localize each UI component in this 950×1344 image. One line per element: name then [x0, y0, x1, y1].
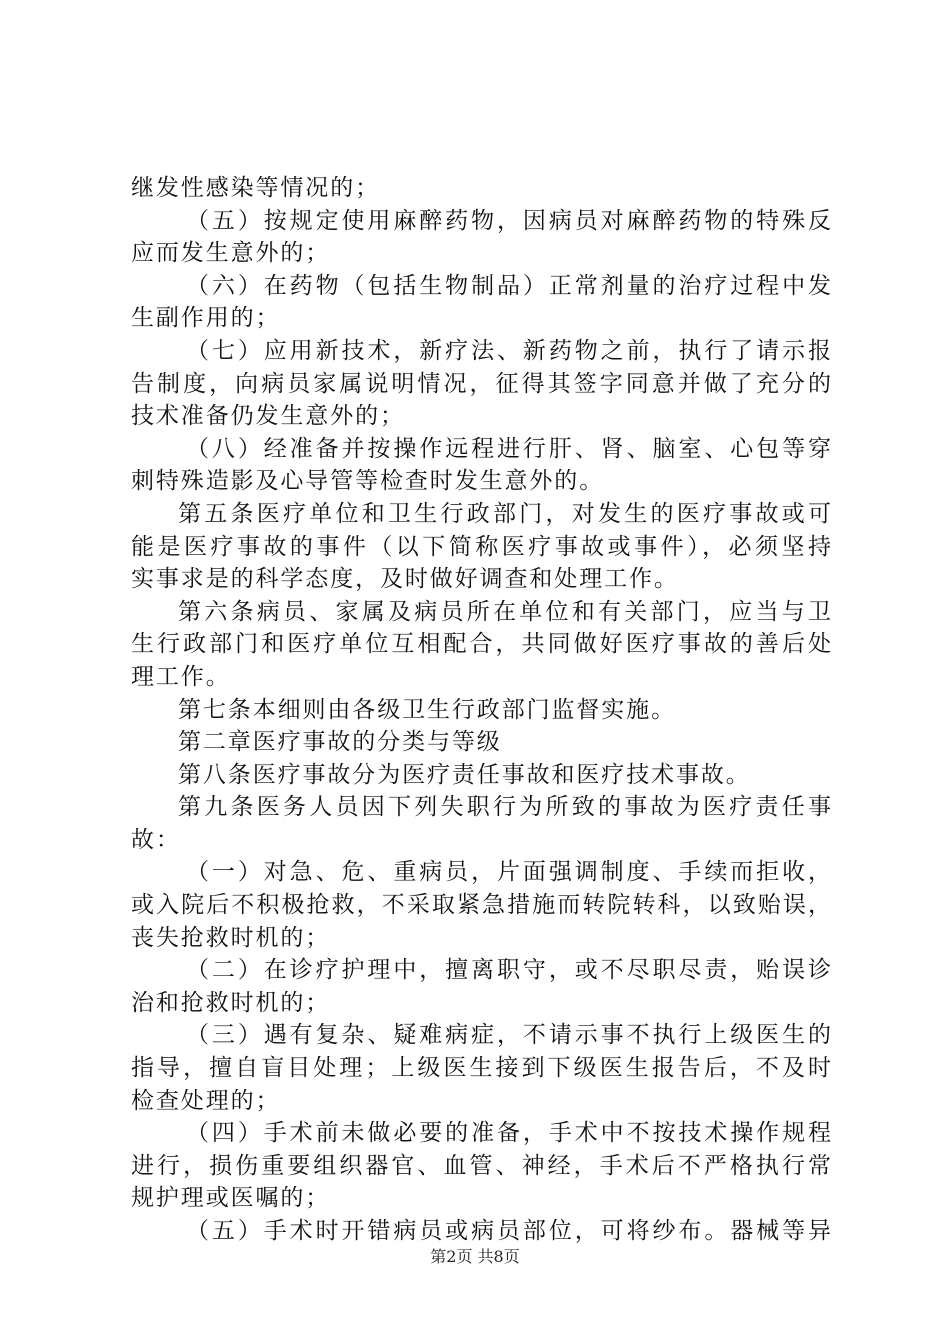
- text-line: 能是医疗事故的事件（以下简称医疗事故或事件），必须坚持: [131, 533, 831, 560]
- text-line: 实事求是的科学态度，及时做好调查和处理工作。: [131, 566, 679, 593]
- text-line: 继发性感染等情况的；: [131, 175, 380, 201]
- text-line: 理工作。: [131, 663, 231, 690]
- text-line: （六）在药物（包括生物制品）正常剂量的治疗过程中发: [186, 272, 831, 299]
- text-line: 指导，擅自盲目处理；上级医生接到下级医生报告后，不及时: [131, 1055, 831, 1082]
- text-line: 第九条医务人员因下列失职行为所致的事故为医疗责任事: [178, 794, 831, 821]
- text-line: （五）按规定使用麻醉药物，因病员对麻醉药物的特殊反: [186, 207, 831, 234]
- text-line: 规护理或医嘱的；: [131, 1185, 331, 1212]
- text-line: （五）手术时开错病员或病员部位，可将纱布。器械等异: [186, 1218, 831, 1244]
- text-line: 技术准备仍发生意外的；: [131, 403, 405, 430]
- text-line: 生行政部门和医疗单位互相配合，共同做好医疗事故的善后处: [131, 631, 831, 658]
- text-line: 第二章医疗事故的分类与等级: [178, 729, 502, 756]
- text-line: （二）在诊疗护理中，擅离职守，或不尽职尽责，贻误诊: [186, 957, 831, 984]
- page-footer: 第2页 共8页: [430, 1247, 520, 1266]
- text-line: 或入院后不积极抢救，不采取紧急措施而转院转科，以致贻误，: [131, 892, 831, 919]
- text-line: 故：: [131, 826, 181, 853]
- text-line: 刺特殊造影及心导管等检查时发生意外的。: [131, 468, 605, 495]
- text-line: 治和抢救时机的；: [131, 989, 331, 1016]
- text-line: 进行，损伤重要组织器官、血管、神经，手术后不严格执行常: [131, 1152, 831, 1179]
- text-line: （一）对急、危、重病员，片面强调制度、手续而拒收，: [186, 859, 831, 886]
- text-line: 丧失抢救时机的；: [131, 924, 331, 951]
- document-body: [131, 172, 831, 1248]
- text-line: 应而发生意外的；: [131, 240, 331, 267]
- text-line: 第七条本细则由各级卫生行政部门监督实施。: [178, 696, 676, 723]
- text-line: 告制度，向病员家属说明情况，征得其签字同意并做了充分的: [131, 370, 831, 397]
- text-line: 第五条医疗单位和卫生行政部门，对发生的医疗事故或可: [178, 500, 831, 527]
- text-line: （三）遇有复杂、疑难病症，不请示事不执行上级医生的: [186, 1022, 831, 1049]
- text-line: （八）经准备并按操作远程进行肝、肾、脑室、心包等穿: [186, 435, 831, 462]
- text-line: （四）手术前未做必要的准备，手术中不按技术操作规程: [186, 1120, 831, 1147]
- text-line: 生副作用的；: [131, 305, 281, 332]
- text-line: 检查处理的；: [131, 1087, 281, 1114]
- text-line: （七）应用新技术，新疗法、新药物之前，执行了请示报: [186, 337, 831, 364]
- text-line: 第八条医疗事故分为医疗责任事故和医疗技术事故。: [178, 761, 751, 788]
- text-line: 第六条病员、家属及病员所在单位和有关部门，应当与卫: [178, 598, 831, 625]
